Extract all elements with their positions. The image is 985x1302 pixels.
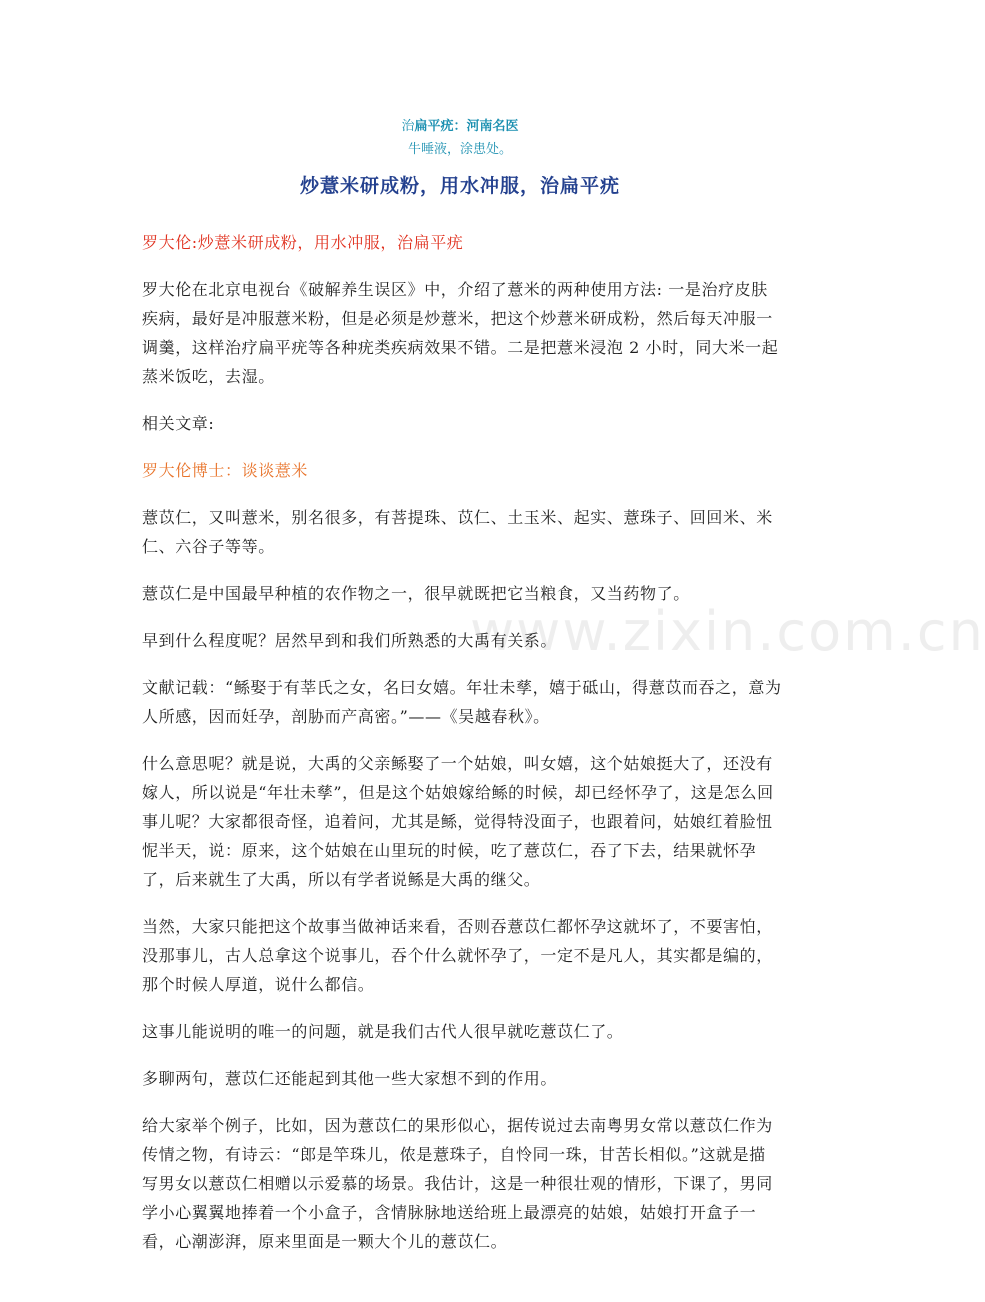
paragraph: 早到什么程度呢？居然早到和我们所熟悉的大禹有关系。 <box>142 631 558 650</box>
header-bold-text: 扁平疣：河南名医 <box>414 119 519 134</box>
paragraph: 多聊两句，薏苡仁还能起到其他一些大家想不到的作用。 <box>142 1069 558 1088</box>
header-line-1 <box>0 115 920 134</box>
related-article-link[interactable]: 罗大伦博士：谈谈薏米 <box>142 461 309 480</box>
paragraph-quote: 文献记载：“鲧娶于有莘氏之女，名曰女嬉。年壮未孳，嬉于砥山，得薏苡而吞之，意为人所感，因而妊孕，剖胁而产高密。”——《吴越春秋》。 <box>142 678 782 726</box>
paragraph: 什么意思呢？就是说，大禹的父亲鲧娶了一个姑娘，叫女嬉，这个姑娘挺大了，还没有嫁人，所以说是“年壮未孳”，但是这个姑娘嫁给鲧的时候，却已经怀孕了，这是怎么回事儿呢？大家都很奇怪，追着问，尤其是鲧，觉得特没面子，也跟着问，姑娘红着脸忸怩半天，说：原来，这个姑娘在山里玩的时候，吃了薏苡仁，吞了下去，结果就怀孕了，后来就生了大禹，所以有学者说鲧是大禹的继父。 <box>142 754 774 889</box>
article-heading: 罗大伦:炒薏米研成粉，用水冲服，治扁平疣 <box>142 233 464 252</box>
paragraph: 薏苡仁是中国最早种植的农作物之一，很早就既把它当粮食，又当药物了。 <box>142 584 690 603</box>
related-articles-label: 相关文章: <box>142 414 215 433</box>
header-line-2: 牛唾液，涂患处。 <box>407 142 512 157</box>
document-title: 炒薏米研成粉，用水冲服，治扁平疣 <box>299 175 620 197</box>
paragraph: 当然，大家只能把这个故事当做神话来看，否则吞薏苡仁都怀孕这就坏了，不要害怕，没那事儿，古人总拿这个说事儿，吞个什么就怀孕了，一定不是凡人，其实都是编的，那个时候人厚道，说什么都信。 <box>142 917 773 994</box>
paragraph: 薏苡仁，又叫薏米，别名很多，有菩提珠、苡仁、土玉米、起实、薏珠子、回回米、米仁、六谷子等等。 <box>142 508 773 556</box>
paragraph-intro: 罗大伦在北京电视台《破解养生误区》中，介绍了薏米的两种使用方法: 一是治疗皮肤疾病，最好是冲服薏米粉，但是必须是炒薏米，把这个炒薏米研成粉，然后每天冲服一调羹，这样治疗扁平疣等各种疣类疾病效果不错。二是把薏米浸泡 2 小时，同大米一起蒸米饭吃，去湿。 <box>142 280 779 386</box>
paragraph: 给大家举个例子，比如，因为薏苡仁的果形似心，据传说过去南粤男女常以薏苡仁作为传情之物，有诗云：“郎是竿珠儿，侬是薏珠子，自怜同一珠，甘苦长相似。”这就是描写男女以薏苡仁相赠以示爱慕的场景。我估计，这是一种很壮观的情形，下课了，男同学小心翼翼地捧着一个小盒子，含情脉脉地送给班上最漂亮的姑娘，姑娘打开盒子一看，心潮澎湃，原来里面是一颗大个儿的薏苡仁。 <box>142 1116 773 1251</box>
header-prefix: 治 <box>401 119 415 134</box>
article-body <box>142 228 782 1274</box>
watermark: www.zixin.com.cn <box>470 600 985 663</box>
paragraph: 这事儿能说明的唯一的问题，就是我们古代人很早就吃薏苡仁了。 <box>142 1022 624 1041</box>
